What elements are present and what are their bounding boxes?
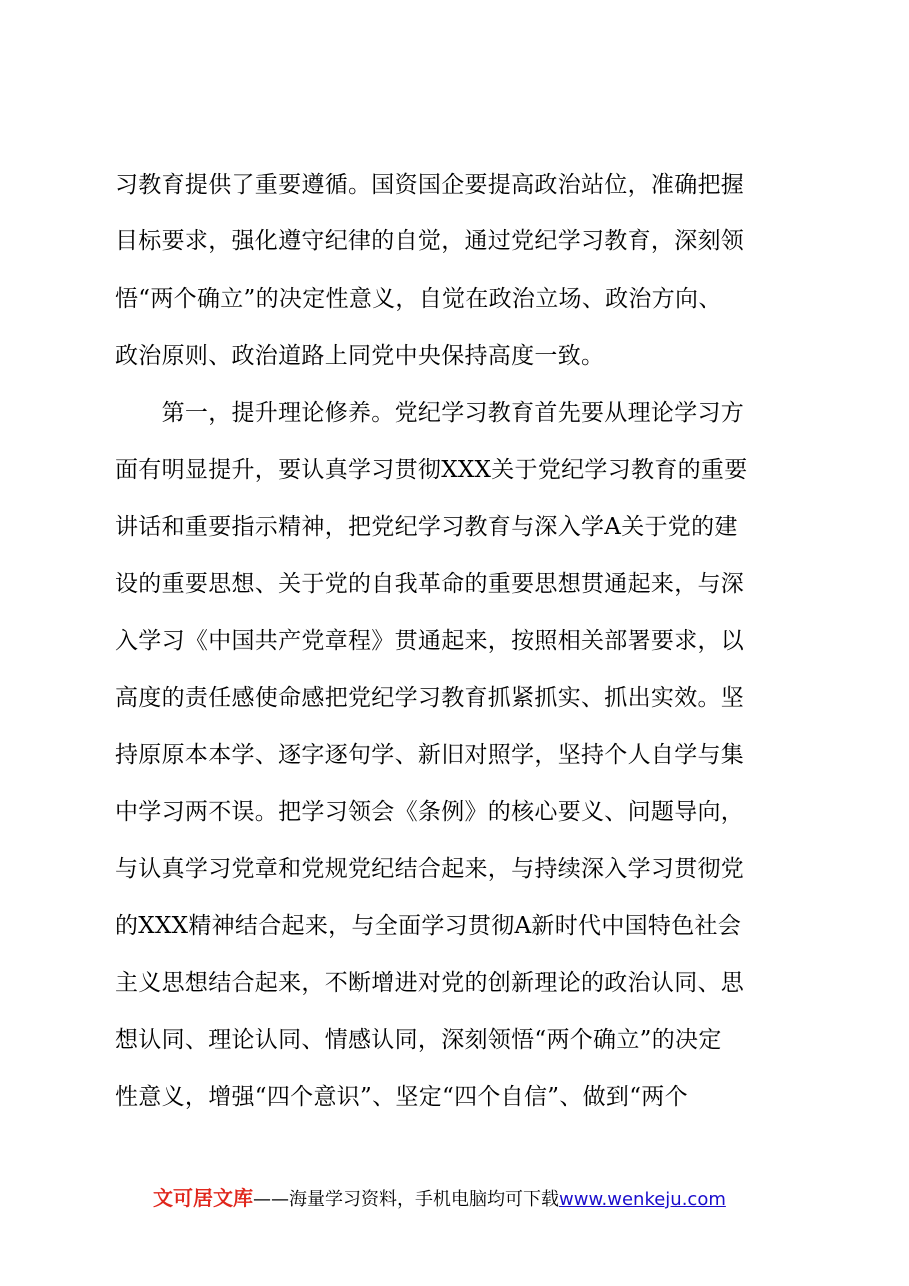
text-line-2: 目标要求，强化遵守纪律的自觉，通过党纪学习教育，深刻领 [115, 228, 745, 254]
text-line-11: 持原原本本学、逐字逐句学、新旧对照学，坚持个人自学与集 [115, 742, 745, 768]
text-line-14: 的XXX精神结合起来，与全面学习贯彻A新时代中国特色社会 [115, 913, 742, 939]
footer-banner [153, 1183, 773, 1213]
text-line-17: 性意义，增强“四个意识”、坚定“四个自信”、做到“两个 [115, 1084, 688, 1110]
text-line-7: 讲话和重要指示精神，把党纪学习教育与深入学A关于党的建 [115, 514, 738, 540]
text-line-3: 悟“两个确立”的决定性意义，自觉在政治立场、政治方向、 [115, 286, 722, 312]
text-line-4: 政治原则、政治道路上同党中央保持高度一致。 [115, 343, 605, 369]
text-line-13: 与认真学习党章和党规党纪结合起来，与持续深入学习贯彻党 [115, 856, 745, 882]
text-line-6: 面有明显提升，要认真学习贯彻XXX关于党纪学习教育的重要 [115, 457, 748, 483]
text-line-15: 主义思想结合起来，不断增进对党的创新理论的政治认同、思 [115, 970, 745, 996]
text-line-8: 设的重要思想、关于党的自我革命的重要思想贯通起来，与深 [115, 571, 745, 597]
text-line-1: 习教育提供了重要遵循。国资国企要提高政治站位，准确把握 [115, 172, 745, 198]
footer-tagline: ——海量学习资料，手机电脑均可下载 [253, 1189, 559, 1210]
text-line-12: 中学习两不误。把学习领会《条例》的核心要义、问题导向， [115, 799, 745, 825]
text-line-5: 第一，提升理论修养。党纪学习教育首先要从理论学习方 [115, 400, 745, 426]
text-line-9: 入学习《中国共产党章程》贯通起来，按照相关部署要求，以 [115, 628, 745, 654]
text-line-16: 想认同、理论认同、情感认同，深刻领悟“两个确立”的决定 [115, 1027, 722, 1053]
text-line-10: 高度的责任感使命感把党纪学习教育抓紧抓实、抓出实效。坚 [115, 685, 745, 711]
website-link[interactable]: www.wenkeju.com [559, 1189, 726, 1210]
brand-name: 文可居文库 [153, 1186, 253, 1210]
